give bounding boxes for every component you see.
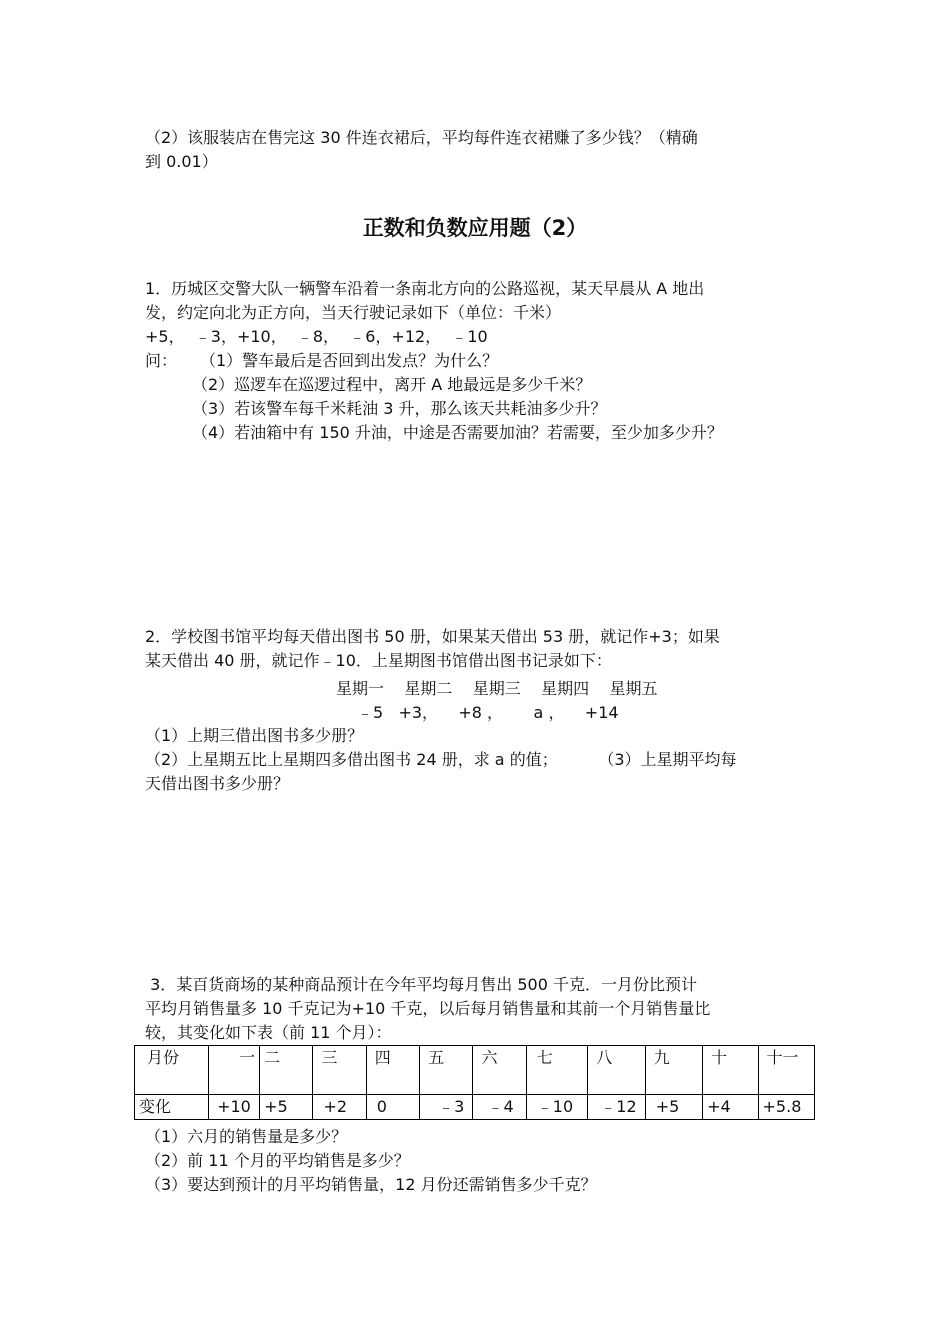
q2-day: 星期三 [472, 679, 521, 698]
q2-day: 星期四 [541, 679, 590, 698]
table-cell: 二 [260, 1046, 313, 1095]
q2-sub1: （1）上期三借出图书多少册？ [145, 726, 364, 745]
top-question-line2: 到 0.01） [145, 152, 218, 171]
table-cell: 十 [703, 1046, 758, 1095]
q2-day: 星期二 [404, 679, 453, 698]
sales-change-table [134, 1045, 815, 1120]
q2-weekday-row [336, 676, 657, 699]
table-cell: ﹣10 [526, 1095, 588, 1120]
table-row [135, 1046, 815, 1095]
table-cell: +5.8 [758, 1095, 814, 1120]
table-cell: +4 [703, 1095, 758, 1120]
q2-sub2-cont: 天借出图书多少册？ [145, 774, 290, 793]
q2-day: 星期一 [336, 679, 385, 698]
table-cell: 六 [473, 1046, 526, 1095]
table-cell: +5 [645, 1095, 702, 1120]
table-cell: 三 [313, 1046, 366, 1095]
table-cell: 一 [208, 1046, 259, 1095]
table-cell: ﹣3 [420, 1095, 473, 1120]
q3-line3: 较，其变化如下表（前 11 个月）： [145, 1023, 392, 1042]
q1-ask-prefix: 问： [145, 351, 178, 370]
table-cell: +5 [260, 1095, 313, 1120]
q1-sub2: （2）巡逻车在巡逻过程中，离开 A 地最远是多少千米？ [192, 375, 592, 394]
q2-day: 星期五 [609, 679, 658, 698]
q3-line2: 平均月销售量多 10 千克记为+10 千克，以后每月销售量和其前一个月销售量比 [145, 999, 711, 1018]
table-row [135, 1095, 815, 1120]
table-cell: 七 [526, 1046, 588, 1095]
q1-records: +5， ﹣3，+10， ﹣8， ﹣6，+12， ﹣10 [145, 327, 488, 346]
q1-sub1: （1）警车最后是否回到出发点？为什么？ [200, 351, 499, 370]
table-row-label: 变化 [135, 1095, 209, 1120]
q1-sub3: （3）若该警车每千米耗油 3 升，那么该天共耗油多少升？ [192, 399, 607, 418]
table-cell: 四 [366, 1046, 419, 1095]
table-cell: +2 [313, 1095, 366, 1120]
table-cell: ﹣4 [473, 1095, 526, 1120]
q3-sub3: （3）要达到预计的月平均销售量，12 月份还需销售多少千克？ [145, 1175, 597, 1194]
table-cell: ﹣12 [588, 1095, 645, 1120]
q2-line2: 某天借出 40 册，就记作﹣10．上星期图书馆借出图书记录如下： [145, 651, 612, 670]
table-cell: 九 [645, 1046, 702, 1095]
table-header-label: 月份 [135, 1046, 209, 1095]
table-cell: 八 [588, 1046, 645, 1095]
table-cell: 五 [420, 1046, 473, 1095]
top-question-line1: （2）该服装店在售完这 30 件连衣裙后，平均每件连衣裙赚了多少钱？（精确 [145, 128, 698, 147]
q3-sub1: （1）六月的销售量是多少？ [145, 1127, 348, 1146]
q1-line2: 发，约定向北为正方向，当天行驶记录如下（单位：千米） [145, 303, 562, 322]
table-cell: +10 [208, 1095, 259, 1120]
q3-sub2: （2）前 11 个月的平均销售是多少？ [145, 1151, 410, 1170]
q2-values-row: ﹣5 +3， +8 ， a ， +14 [357, 703, 619, 722]
q3-line1: 3．某百货商场的某种商品预计在今年平均每月售出 500 千克．一月份比预计 [145, 975, 697, 994]
table-cell: 0 [366, 1095, 419, 1120]
q2-line1: 2．学校图书馆平均每天借出图书 50 册，如果某天借出 53 册，就记作+3；如果 [145, 627, 720, 646]
q1-sub4: （4）若油箱中有 150 升油，中途是否需要加油？若需要，至少加多少升？ [192, 423, 723, 442]
q1-line1: 1．历城区交警大队一辆警车沿着一条南北方向的公路巡视，某天早晨从 A 地出 [145, 279, 705, 298]
section-title: 正数和负数应用题（2） [362, 216, 588, 240]
q2-sub2: （2）上星期五比上星期四多借出图书 24 册，求 a 的值； （3）上星期平均每 [145, 750, 737, 769]
table-cell: 十一 [758, 1046, 814, 1095]
